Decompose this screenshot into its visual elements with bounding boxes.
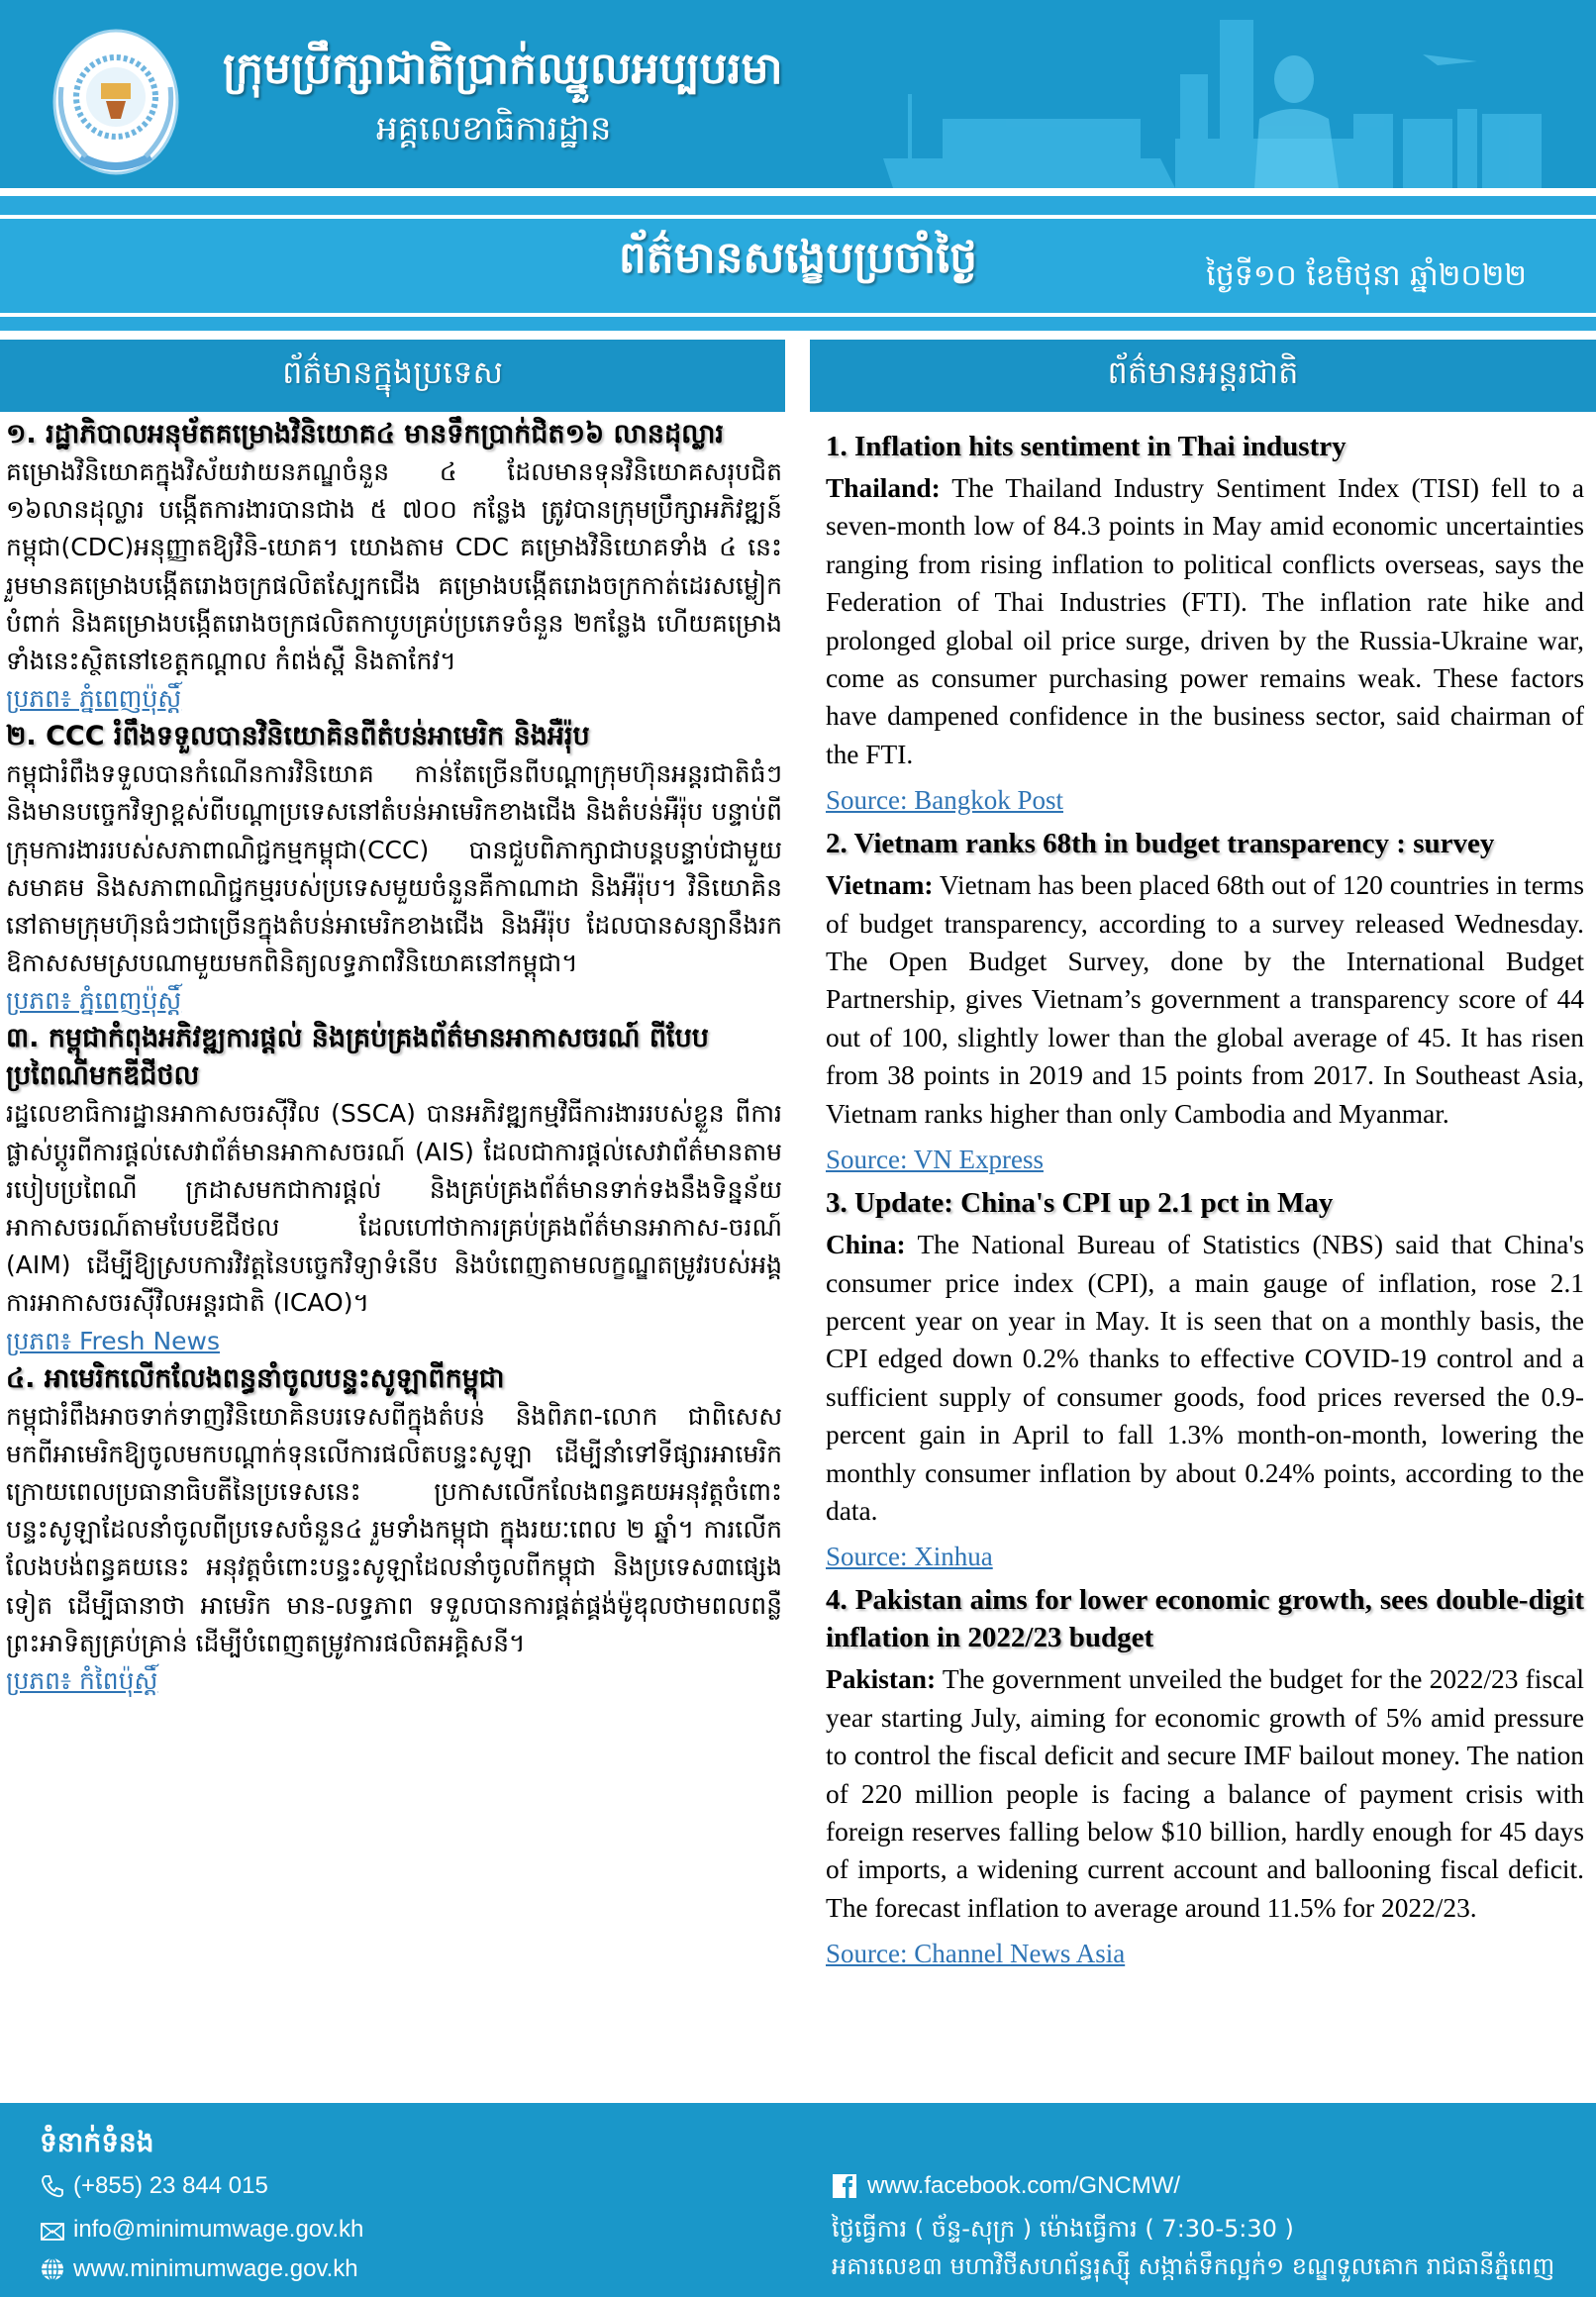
email-icon [40,2217,65,2243]
news-source-link[interactable]: Source: Channel News Asia [826,1939,1126,1969]
news-body: កម្ពុជារំពឹងអាចទាក់ទាញវិនិយោគិនបរទេសពីក្នុងតំបន់ និងពិភព-លោក ជាពិសេសមកពីអាមេរិកឱ្យចូលមកបណ្តាក់ទុនលើការផលិតបន្ទះសូឡា ដើម្បីនាំទៅទីផ្សារអាមេរិក ក្រោយពេលប្រធានាធិបតីនៃប្រទេសនេះ ប្រកាសលើកលែងពន្ធគយអនុវត្តចំពោះបន្ទះសូឡាដែលនាំចូលពីប្រទេសចំនួន៤ រួមទាំងកម្ពុជា ក្នុងរយៈពេល ២ ឆ្នាំ។ ការលើកលែងបង់ពន្ធគយនេះ អនុវត្តចំពោះបន្ទះសូឡាដែលនាំចូលពីកម្ពុជា និងប្រទេស៣ផ្សេងទៀត ដើម្បីធានាថា អាមេរិក មាន-លទ្ធភាព ទទួលបានការផ្គត់ផ្គង់ម៉ូឌុលថាមពលពន្លឺព្រះអាទិត្យគ្រប់គ្រាន់ ដើម្បីបំពេញតម្រូវការផលិតអគ្គិសនី។ [6,1401,782,1657]
organization-name: ក្រុមប្រឹក្សាជាតិប្រាក់ឈ្នួលអប្បបរមា [223,44,783,94]
news-item [6,718,782,1020]
decorative-band-top [0,196,1596,215]
news-item [826,825,1584,1184]
website-link[interactable]: www.minimumwage.gov.kh [73,2255,358,2282]
news-source-link[interactable]: Source: Bangkok Post [826,785,1063,816]
news-country: China: [826,1230,906,1260]
website-row [40,2255,358,2283]
news-country: Thailand: [826,473,941,503]
news-title: 2. Vietnam ranks 68th in budget transparency : survey [826,828,1495,860]
email-address[interactable]: info@minimumwage.gov.kh [73,2216,364,2243]
news-body: រដ្ឋលេខាធិការដ្ឋានអាកាសចរស៊ីវិល (SSCA) បានអភិវឌ្ឍកម្មវិធីការងាររបស់ខ្លួន ពីការផ្លាស់ប្តូរពីការផ្តល់សេវាព័ត៌មានអាកាសចរណ៍ (AIS) ដែលជាការផ្តល់សេវាព័ត៌មានតាមរបៀបប្រពៃណី ក្រដាសមកជាការផ្តល់ និងគ្រប់គ្រងព័ត៌មានទាក់ទងនឹងទិន្នន័យអាកាសចរណ៍តាមបែបឌីជីថល ដែលហៅថាការគ្រប់គ្រងព័ត៌មានអាកាស-ចរណ៍ (AIM) ដើម្បីឱ្យស្របការវិវត្តនៃបច្ចេកវិទ្យាទំនើប និងបំពេញតាមលក្ខណ្ឌតម្រូវរបស់អង្គការអាកាសចរស៊ីវិលអន្តរជាតិ (ICAO)។ [6,1099,782,1318]
news-title: 1. Inflation hits sentiment in Thai industry [826,431,1347,462]
facebook-link[interactable]: www.facebook.com/GNCMW/ [867,2172,1181,2199]
news-body [826,1660,1584,1927]
title-band [0,219,1596,313]
news-body [826,469,1584,773]
contact-title: ទំនាក់ទំនង [40,2126,154,2158]
phone-row [40,2172,268,2200]
news-title: ៤. អាមេរិកលើកលែងពន្ធនាំចូលបន្ទះសូឡាពីកម្ពុជា [6,1362,505,1394]
news-country: Vietnam: [826,870,934,901]
news-title: ២. CCC រំពឹងទទួលបានវិនិយោគិនពីតំបន់អាមេរិក និងអឺរ៉ុប [6,721,590,752]
news-text: The government unveiled the budget for the 2022/23 fiscal year starting July, aiming for economic growth of 5% amid pressure to control the fiscal deficit and secure IMF bailout money. The nation of 220 million people is facing a balance of payment crisis with foreign reserves falling below $10 billion, hardly enough for 45 days of imports, a widening current account and ballooning fiscal deficit. The forecast inflation to average around 11.5% for 2022/23. [826,1664,1584,1923]
news-item [826,1184,1584,1581]
city-skyline-illustration [784,0,1596,188]
bulletin-title: ព័ត៌មានសង្ខេបប្រចាំថ្ងៃ [618,233,978,283]
news-title: ១. រដ្ឋាភិបាលអនុម័តគម្រោងវិនិយោគ៤ មានទឹកប្រាក់ជិត១៦ លានដុល្លារ [6,419,724,449]
email-row [40,2216,363,2244]
news-source-link[interactable]: Source: Xinhua [826,1542,993,1572]
header-banner [0,0,1596,188]
news-source-link[interactable]: Source: VN Express [826,1145,1044,1175]
footer [0,2103,1596,2297]
news-text: The National Bureau of Statistics (NBS) said that China's consumer price index (CPI), a main gauge of inflation, rose 2.1 percent year on year in May. It is seen that on a monthly basis, the CPI edged down 0.2% thanks to effective COVID-19 control and a sufficient supply of consumer goods, food prices reversed the 0.9-percent gain in April to fall 1.3% month-on-month, lowering the monthly consumer inflation by about 0.24% points, according to the data. [826,1230,1584,1526]
domestic-news-column [6,416,782,1700]
ministry-logo [42,28,190,176]
office-address: អគារលេខ៣ មហាវិថីសហព័ន្ធរុស្ស៊ី សង្កាត់ទឹកល្អក់១ ខណ្ឌទួលគោក រាជធានីភ្នំពេញ [832,2252,1555,2280]
news-source-link[interactable]: ប្រភព៖ កំពៃប៉ុស្តិ៍ [6,1666,158,1696]
news-text: Vietnam has been placed 68th out of 120 countries in terms of budget transparency, according to a survey released Wednesday. The Open Budget Survey, done by the International Budget Partnership, gives Vietnam’s government a transparency score of 44 out of 100, slightly lower than the global average of 45. It has risen from 38 points in 2019 and 15 points from 2017. In Southeast Asia, Vietnam ranks higher than only Cambodia and Myanmar. [826,870,1584,1129]
news-title: 3. Update: China's CPI up 2.1 pct in May [826,1187,1334,1220]
news-item [6,416,782,718]
news-body [826,1226,1584,1530]
news-item [826,428,1584,825]
phone-icon [40,2173,65,2199]
globe-icon [40,2256,65,2282]
news-body: គម្រោងវិនិយោគក្នុងវិស័យវាយនភណ្ឌចំនួន ៤ ដែលមានទុនវិនិយោគសរុបជិត ១៦លានដុល្លារ បង្កើតការងារបានជាង ៥ ៧០០ កន្លែង ត្រូវបានក្រុមប្រឹក្សាអភិវឌ្ឍន៍កម្ពុជា(CDC)អនុញ្ញាតឱ្យវិនិ-យោគ។ យោងតាម CDC គម្រោងវិនិយោគទាំង ៤ នេះរួមមានគម្រោងបង្កើតរោងចក្រផលិតស្បែកជើង គម្រោងបង្កើតរោងចក្រកាត់ដេរសម្លៀកបំពាក់ និងគម្រោងបង្កើតរោងចក្រផលិតកាបូបគ្រប់ប្រភេទចំនួន ២កន្លែង ហើយគម្រោងទាំងនេះស្ថិតនៅខេត្តកណ្តាល កំពង់ស្ពឺ និងតាកែវ។ [6,457,782,676]
facebook-icon [832,2173,857,2199]
office-hours: ថ្ងៃធ្វើការ ( ច័ន្ទ-សុក្រ ) ម៉ោងធ្វើការ ( 7:30-5:30 ) [832,2215,1294,2243]
news-body [826,866,1584,1133]
news-text: The Thailand Industry Sentiment Index (TISI) fell to a seven-month low of 84.3 points in May amid economic uncertainties ranging from rising inflation to political conflicts overseas, says the Federation of Thai Industries (FTI). The inflation rate hike and prolonged global oil price surge, driven by the Russia-Ukraine war, come as consumer purchasing power remains weak. These factors have dampened confidence in the business sector, said chairman of the FTI. [826,473,1584,769]
facebook-row [832,2172,1180,2200]
news-title: ៣. កម្ពុជាកំពុងអភិវឌ្ឍការផ្តល់ និងគ្រប់គ្រងព័ត៌មានអាកាសចរណ៍ ពីបែបប្រពៃណីមកឌីជីថល [6,1023,709,1092]
department-name: អគ្គលេខាធិការដ្ឋាន [376,109,612,149]
news-body: កម្ពុជារំពឹងទទួលបានកំណើនការវិនិយោគ កាន់តែច្រើនពីបណ្តាក្រុមហ៊ុនអន្តរជាតិធំៗ និងមានបច្ចេកវិទ្យាខ្ពស់ពីបណ្តាប្រទេសនៅតំបន់អាមេរិកខាងជើង និងតំបន់អឺរ៉ុប បន្ទាប់ពីក្រុមការងាររបស់សភាពាណិជ្ជកម្មកម្ពុជា(CCC) បានជួបពិភាក្សាជាបន្តបន្ទាប់ជាមួយសមាគម និងសភាពាណិជ្ជកម្មរបស់ប្រទេសមួយចំនួនគឺកាណាដា និងអឺរ៉ុប។ វិនិយោគិននៅតាមក្រុមហ៊ុនធំៗជាច្រើនក្នុងតំបន់អាមេរិកខាងជើង និងអឺរ៉ុប ដែលបានសន្យានឹងរកឱកាសសមស្របណាមួយមកពិនិត្យលទ្ធភាពវិនិយោគនៅកម្ពុជា។ [6,759,782,978]
news-item [6,1020,782,1359]
news-source-link[interactable]: ប្រភព៖ Fresh News [6,1326,221,1355]
international-news-column [826,428,1584,1978]
news-country: Pakistan: [826,1664,937,1695]
news-item [826,1581,1584,1978]
news-title: 4. Pakistan aims for lower economic growth, sees double-digit inflation in 2022/23 budget [826,1584,1584,1654]
phone-number[interactable]: (+855) 23 844 015 [73,2172,268,2199]
news-source-link[interactable]: ប្រភព៖ ភ្នំពេញប៉ុស្តិ៍ [6,684,182,714]
news-item [6,1360,782,1700]
decorative-band-bottom [0,317,1596,331]
section-header-international: ព័ត៌មានអន្តរជាតិ [810,340,1596,412]
bulletin-date: ថ្ងៃទី១០ ខែមិថុនា ឆ្នាំ២០២២ [1206,258,1527,293]
news-source-link[interactable]: ប្រភព៖ ភ្នំពេញប៉ុស្តិ៍ [6,986,182,1016]
section-header-domestic: ព័ត៌មានក្នុងប្រទេស [0,340,785,412]
